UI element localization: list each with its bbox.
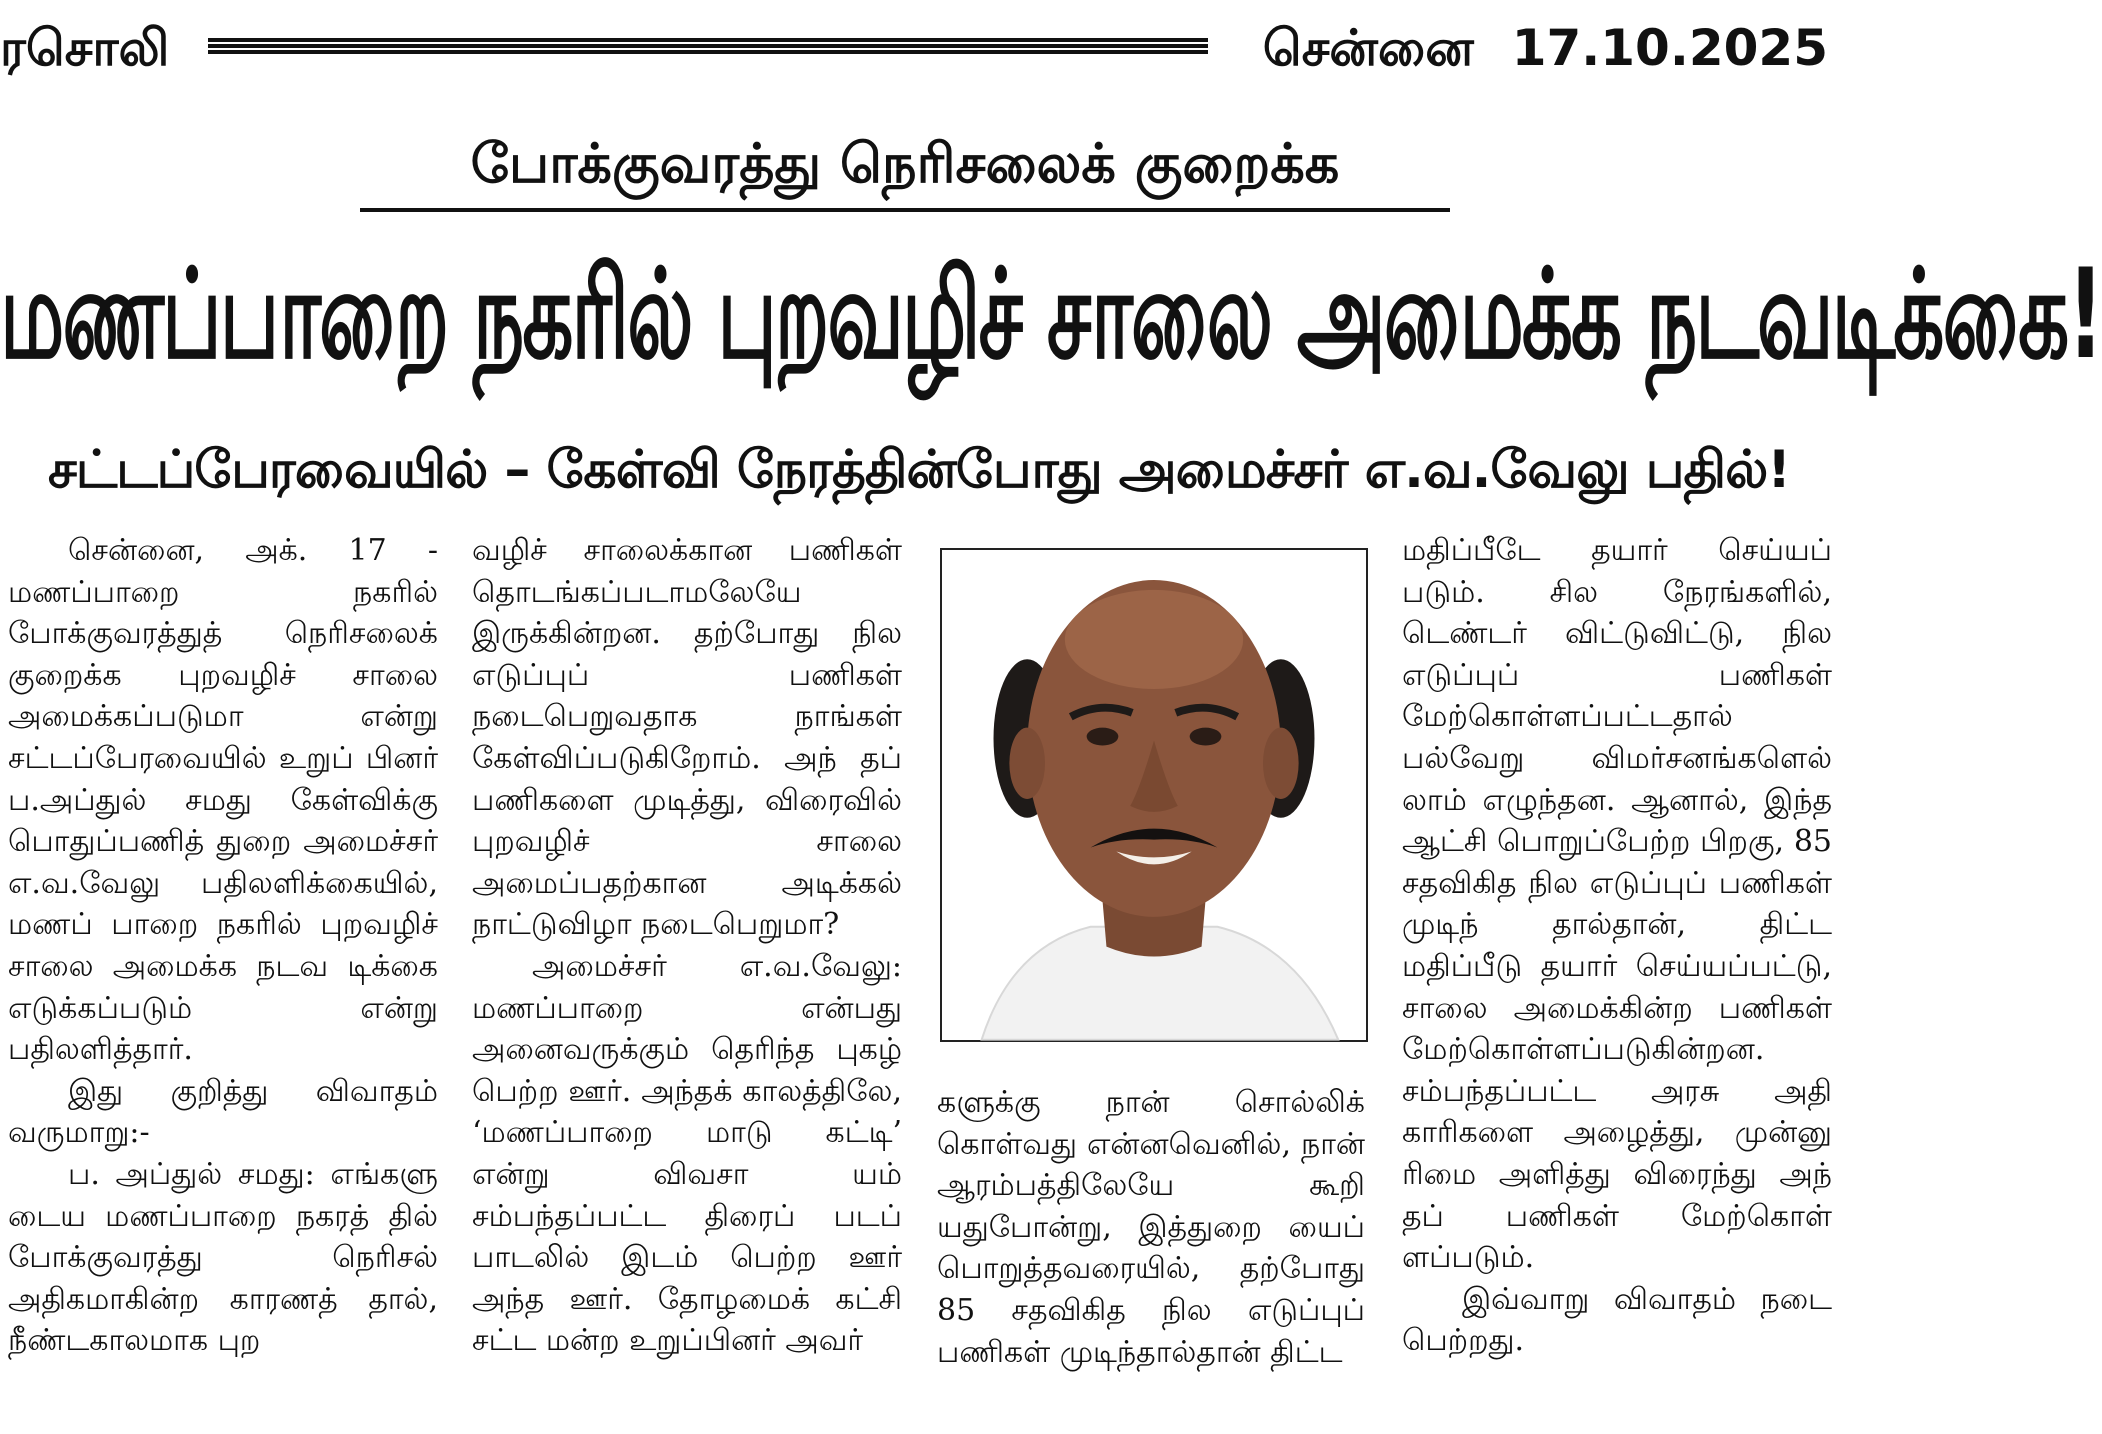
masthead-rule bbox=[208, 38, 1208, 54]
paragraph: இவ்வாறு விவாதம் நடை பெற்றது. bbox=[1402, 1281, 1832, 1359]
paragraph: ப. அப்துல் சமது: எங்களு டைய மணப்பாறை நகரத் தில் போக்குவரத்து நெரிசல் அதிகமாகின்ற காரணத் தால், நீண்டகாலமாக புற bbox=[8, 1156, 438, 1359]
newspaper-name: ரசொலி bbox=[0, 19, 170, 77]
paragraph: வழிச் சாலைக்கான பணிகள் தொடங்கப்படாமலேயே இருக்கின்றன. தற்போது நில எடுப்புப் பணிகள் நடைபெறுவதாக நாங்கள் கேள்விப்படுகிறோம். அந் தப் பணிகளை முடித்து, விரைவில் புறவழிச் சாலை அமைப்பதற்கான அடிக்கல் நாட்டுவிழா நடைபெறுமா? bbox=[472, 533, 902, 943]
paragraph: மதிப்பீடே தயார் செய்யப் படும். சில நேரங்களில், டெண்டர் விட்டுவிட்டு, நில எடுப்புப் பணிகள் மேற்கொள்ளப்பட்டதால் பல்வேறு விமர்சனங்களெல் லாம் எழுந்தன. ஆனால், இந்த ஆட்சி பொறுப்பேற்ற பிறகு, 85 சதவிகித நில எடுப்புப் பணிகள் முடிந் தால்தான், திட்ட மதிப்பீடு தயார் செய்யப்பட்டு, சாலை அமைக்கின்ற பணிகள் மேற்கொள்ளப்படுகின்றன. சம்பந்தப்பட்ட அரசு அதி காரிகளை அழைத்து, முன்னு ரிமை அளித்து விரைந்து அந் தப் பணிகள் மேற்கொள் ளப்படும். bbox=[1402, 533, 1832, 1276]
article-column-3 bbox=[937, 1082, 1365, 1430]
minister-photo bbox=[940, 548, 1368, 1042]
paragraph: களுக்கு நான் சொல்லிக் கொள்வது என்னவெனில், நான் ஆரம்பத்திலேயே கூறி யதுபோன்று, இத்துறை யைப் பொறுத்தவரையில், தற்போது 85 சதவிகித நில எடுப்புப் பணிகள் முடிந்தால்தான் திட்ட bbox=[937, 1085, 1365, 1370]
paragraph: சென்னை, அக். 17 - மணப்பாறை நகரில் போக்குவரத்துத் நெரிசலைக் குறைக்க புறவழிச் சாலை அமைக்கப்படுமா என்று சட்டப்பேரவையில் உறுப் பினர் ப.அப்துல் சமது கேள்விக்கு பொதுப்பணித் துறை அமைச்சர் எ.வ.வேலு பதிலளிக்கையில், மணப் பாறை நகரில் புறவழிச் சாலை அமைக்க நடவ டிக்கை எடுக்கப்படும் என்று பதிலளித்தார். bbox=[8, 533, 438, 1068]
article-column-2 bbox=[472, 530, 902, 1430]
article-headline: மணப்பாறை நகரில் புறவழிச் சாலை அமைக்க நடவடிக்கை! bbox=[0, 242, 2102, 387]
article-column-4 bbox=[1402, 530, 1832, 1430]
dateline bbox=[1263, 8, 1828, 88]
paragraph: அமைச்சர் எ.வ.வேலு: மணப்பாறை என்பது அனைவருக்கும் தெரிந்த புகழ் பெற்ற ஊர். அந்தக் காலத்திலே, ‘மணப்பாறை மாடு கட்டி’ என்று விவசா யம் சம்பந்தப்பட்ட திரைப் படப் பாடலில் இடம் பெற்ற ஊர் அந்த ஊர். தோழமைக் கட்சி சட்ட மன்ற உறுப்பினர் அவர் bbox=[472, 948, 902, 1359]
paragraph: இது குறித்து விவாதம் வருமாறு:- bbox=[8, 1073, 438, 1151]
masthead bbox=[0, 0, 1838, 110]
article-column-1 bbox=[8, 530, 438, 1430]
article-subhead: சட்டப்பேரவையில் – கேள்வி நேரத்தின்போது அமைச்சர் எ.வ.வேலு பதில்! bbox=[48, 440, 1790, 500]
masthead-date: 17.10.2025 bbox=[1511, 19, 1828, 77]
article-kicker: போக்குவரத்து நெரிசலைக் குறைக்க bbox=[360, 128, 1450, 212]
masthead-city: சென்னை bbox=[1262, 19, 1474, 77]
